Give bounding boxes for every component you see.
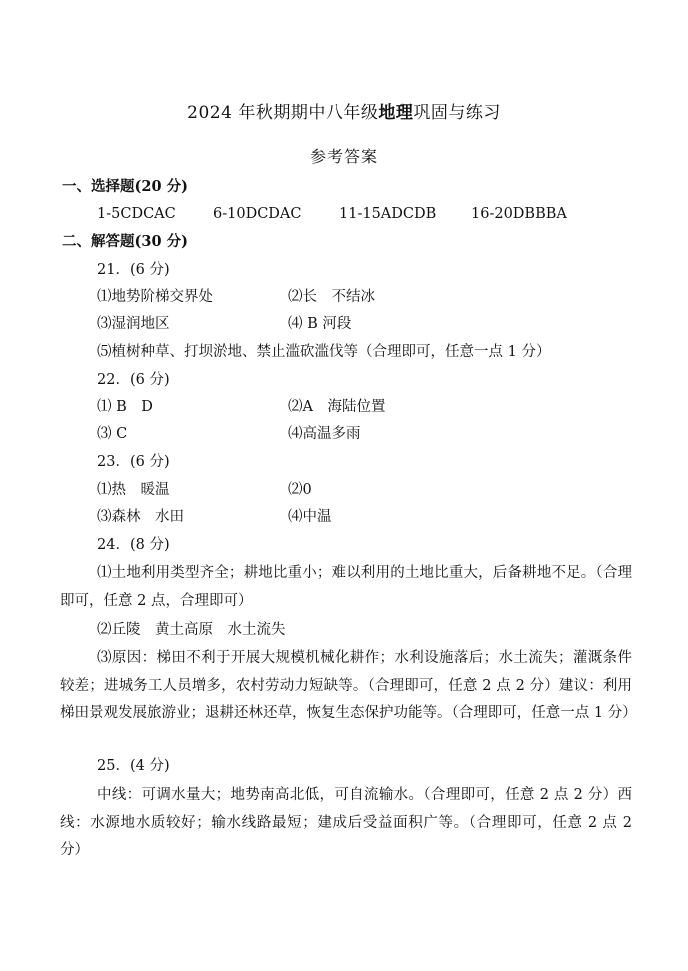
page-title (0, 98, 688, 123)
q22-answer-2: ⑵A 海陆位置 (288, 399, 386, 415)
title-suffix: 巩固与练习 (413, 103, 501, 123)
q24-answer-3: ⑶原因：梯田不利于开展大规模机械化耕作；水利设施落后；水土流失；灌溉条件较差；进城务工人员增多，农村劳动力短缺等。（合理即可，任意 2 点 2 分）建议：利用梯田景观发展旅游业；退耕还林还草，恢复生态保护功能等。（合理即可，任意一点 1 分） (60, 650, 637, 721)
q23-answer-4: ⑷中温 (288, 509, 332, 525)
q24-answer-1: ⑴土地利用类型齐全；耕地比重小；难以利用的土地比重大，后备耕地不足。（合理即可，任意 2 点，合理即可） (60, 565, 632, 609)
choice-answers-4: 16-20DBBBA (471, 206, 567, 222)
title-prefix: 2024 年秋期期中八年级 (187, 103, 379, 123)
choice-answers-1: 1-5CDCAC (97, 206, 176, 222)
q24-answer-2: ⑵丘陵 黄土高原 水土流失 (97, 622, 286, 638)
q23-answer-3: ⑶森林 水田 (97, 509, 184, 525)
q21-heading: 21．(6 分) (97, 262, 170, 278)
q23-answer-1: ⑴热 暖温 (97, 482, 170, 498)
q22-heading: 22．(6 分) (97, 372, 170, 388)
q21-answer-1: ⑴地势阶梯交界处 (97, 289, 213, 305)
q22-answer-1: ⑴ B D (97, 399, 153, 415)
qa-section-heading: 二、解答题(30 分) (62, 233, 188, 250)
choice-answers-3: 11-15ADCDB (339, 206, 437, 222)
q23-heading: 23．(6 分) (97, 454, 170, 470)
q23-answer-2: ⑵0 (288, 482, 312, 498)
choice-section-heading: 一、选择题(20 分) (62, 178, 188, 195)
q24-heading: 24．(8 分) (97, 537, 170, 553)
q21-answer-5: ⑸植树种草、打坝淤地、禁止滥砍滥伐等（合理即可，任意一点 1 分） (97, 344, 551, 360)
choice-answers-2: 6-10DCDAC (213, 206, 302, 222)
q21-answer-2: ⑵长 不结冰 (288, 289, 375, 305)
title-subject: 地理 (378, 103, 414, 123)
page-subtitle: 参考答案 (309, 147, 378, 166)
q25-answer-1: 中线：可调水量大；地势南高北低，可自流输水。（合理即可，任意 2 点 2 分）西线：水源地水质较好；输水线路最短；建成后受益面积广等。（合理即可，任意 2 点 2 分） (60, 787, 632, 858)
q21-answer-3: ⑶湿润地区 (97, 316, 170, 332)
q22-answer-4: ⑷高温多雨 (288, 426, 361, 442)
q25-heading: 25．(4 分) (97, 758, 170, 774)
q22-answer-3: ⑶ C (97, 426, 128, 442)
q21-answer-4: ⑷ B 河段 (288, 316, 352, 332)
